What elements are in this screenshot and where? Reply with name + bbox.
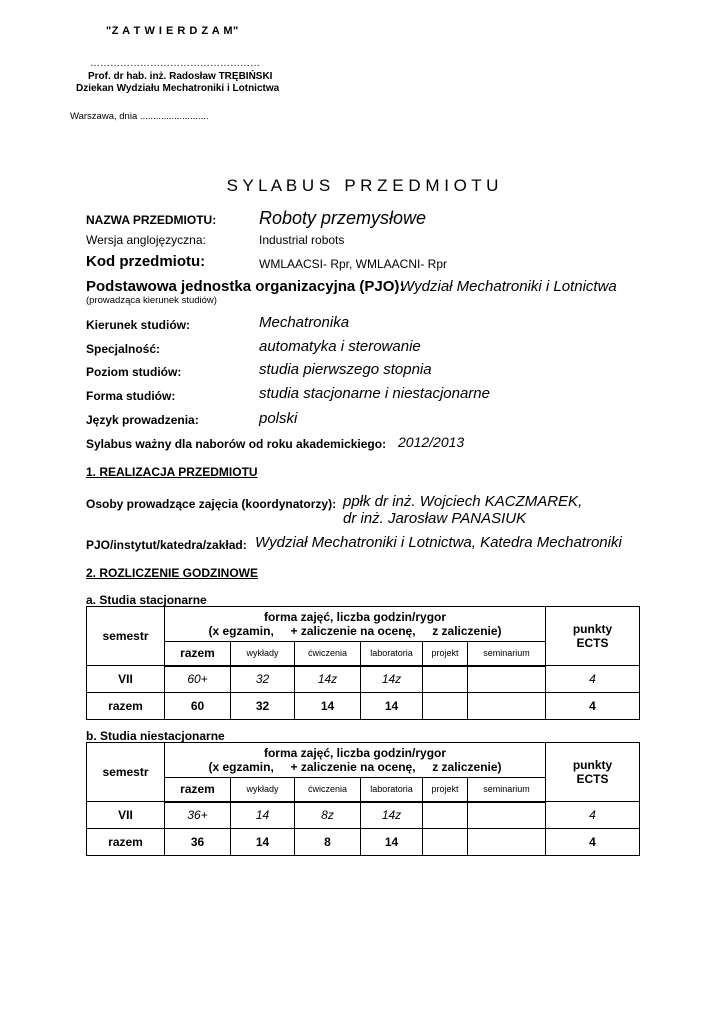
seminar-cell [468, 693, 546, 720]
total-cell: 36+ [165, 802, 231, 829]
ects-cell: 4 [546, 693, 640, 720]
semester-cell: razem [87, 829, 165, 856]
ects-header [546, 743, 640, 802]
ects-cell: 4 [546, 829, 640, 856]
pjo-label: Podstawowa jednostka organizacyjna (PJO): [86, 278, 405, 295]
table-row [87, 666, 640, 693]
unit-label: PJO/instytut/katedra/zakład: [86, 538, 247, 552]
page-title: S Y L A B U S P R Z E D M I O T U [226, 176, 499, 195]
level-value: studia pierwszego stopnia [259, 361, 432, 378]
approval-heading: "Z A T W I E R D Z A M" [106, 25, 239, 37]
table-sum-row [87, 829, 640, 856]
exercises-header: ćwiczenia [295, 642, 361, 666]
approval-position: Dziekan Wydziału Mechatroniki i Lotnictwa [76, 83, 280, 94]
ects-header-line2: ECTS [576, 772, 609, 786]
nonstationary-table [86, 742, 640, 856]
forms-header [165, 743, 546, 778]
ects-header [546, 607, 640, 666]
lectures-cell: 32 [231, 666, 295, 693]
lectures-header: wykłady [231, 642, 295, 666]
semester-header: semestr [87, 743, 165, 802]
coordinator-1: ppłk dr inż. Wojciech KACZMAREK, [343, 493, 583, 510]
table-row [87, 802, 640, 829]
total-cell: 60 [165, 693, 231, 720]
stationary-label: a. Studia stacjonarne [86, 593, 207, 607]
specialty-label: Specjalność: [86, 342, 161, 356]
code-label: Kod przedmiotu: [86, 253, 206, 270]
forms-header [165, 607, 546, 642]
unit-value: Wydział Mechatroniki i Lotnictwa, Katedra Mechatroniki [255, 534, 622, 551]
pjo-note: (prowadząca kierunek studiów) [86, 295, 217, 306]
ects-header-line1: punkty [572, 758, 613, 772]
total-header: razem [165, 642, 231, 666]
table-sum-row [87, 693, 640, 720]
semester-cell: razem [87, 693, 165, 720]
coordinators-label: Osoby prowadzące zajęcia (koordynatorzy): [86, 497, 337, 511]
ects-header-line1: punkty [572, 622, 613, 636]
coordinator-2: dr inż. Jarosław PANASIUK [343, 510, 527, 527]
english-label: Wersja anglojęzyczna: [86, 233, 206, 247]
labs-cell: 14 [361, 693, 423, 720]
seminar-cell [468, 666, 546, 693]
semester-cell: VII [87, 666, 165, 693]
language-label: Język prowadzenia: [86, 413, 199, 427]
exercises-cell: 14 [295, 693, 361, 720]
ects-cell: 4 [546, 802, 640, 829]
lectures-cell: 14 [231, 829, 295, 856]
project-cell [423, 666, 468, 693]
project-cell [423, 802, 468, 829]
lectures-cell: 32 [231, 693, 295, 720]
exercises-cell: 14z [295, 666, 361, 693]
total-header: razem [165, 778, 231, 802]
forms-header-line2: (x egzamin, + zaliczenie na ocenę, z zaliczenie) [208, 624, 502, 638]
subject-name-label: NAZWA PRZEDMIOTU: [86, 213, 217, 227]
valid-label: Sylabus ważny dla naborów od roku akademickiego: [86, 437, 387, 451]
direction-value: Mechatronika [259, 314, 350, 331]
form-value: studia stacjonarne i niestacjonarne [259, 385, 490, 402]
semester-cell: VII [87, 802, 165, 829]
section1-heading: 1. REALIZACJA PRZEDMIOTU [86, 465, 258, 479]
form-label: Forma studiów: [86, 389, 176, 403]
labs-cell: 14 [361, 829, 423, 856]
forms-header-line2: (x egzamin, + zaliczenie na ocenę, z zaliczenie) [208, 760, 502, 774]
exercises-cell: 8 [295, 829, 361, 856]
subject-name: Roboty przemysłowe [259, 208, 427, 228]
specialty-value: automatyka i sterowanie [259, 338, 421, 355]
english-value: Industrial robots [259, 233, 345, 247]
project-cell [423, 693, 468, 720]
language-value: polski [259, 410, 298, 427]
seminar-cell [468, 829, 546, 856]
forms-header-line1: forma zajęć, liczba godzin/rygor [263, 746, 447, 760]
labs-header: laboratoria [361, 778, 423, 802]
level-label: Poziom studiów: [86, 365, 182, 379]
labs-cell: 14z [361, 666, 423, 693]
approval-name: Prof. dr hab. inż. Radosław TRĘBIŃSKI [88, 71, 273, 82]
pjo-value: Wydział Mechatroniki i Lotnictwa [400, 278, 617, 295]
exercises-header: ćwiczenia [295, 778, 361, 802]
labs-cell: 14z [361, 802, 423, 829]
valid-value: 2012/2013 [398, 434, 465, 450]
place-date: Warszawa, dnia .......................... [70, 111, 209, 122]
labs-header: laboratoria [361, 642, 423, 666]
section2-heading: 2. ROZLICZENIE GODZINOWE [86, 566, 259, 580]
approval-dots: …………………………………………… [90, 58, 260, 69]
total-cell: 60+ [165, 666, 231, 693]
direction-label: Kierunek studiów: [86, 318, 191, 332]
lectures-header: wykłady [231, 778, 295, 802]
semester-header: semestr [87, 607, 165, 666]
seminar-cell [468, 802, 546, 829]
lectures-cell: 14 [231, 802, 295, 829]
project-header: projekt [423, 778, 468, 802]
ects-cell: 4 [546, 666, 640, 693]
nonstationary-label: b. Studia niestacjonarne [86, 729, 225, 743]
seminar-header: seminarium [468, 642, 546, 666]
project-header: projekt [423, 642, 468, 666]
total-cell: 36 [165, 829, 231, 856]
stationary-table [86, 606, 640, 720]
project-cell [423, 829, 468, 856]
code-value: WMLAACSI- Rpr, WMLAACNI- Rpr [259, 257, 448, 271]
exercises-cell: 8z [295, 802, 361, 829]
seminar-header: seminarium [468, 778, 546, 802]
forms-header-line1: forma zajęć, liczba godzin/rygor [263, 610, 447, 624]
ects-header-line2: ECTS [576, 636, 609, 650]
